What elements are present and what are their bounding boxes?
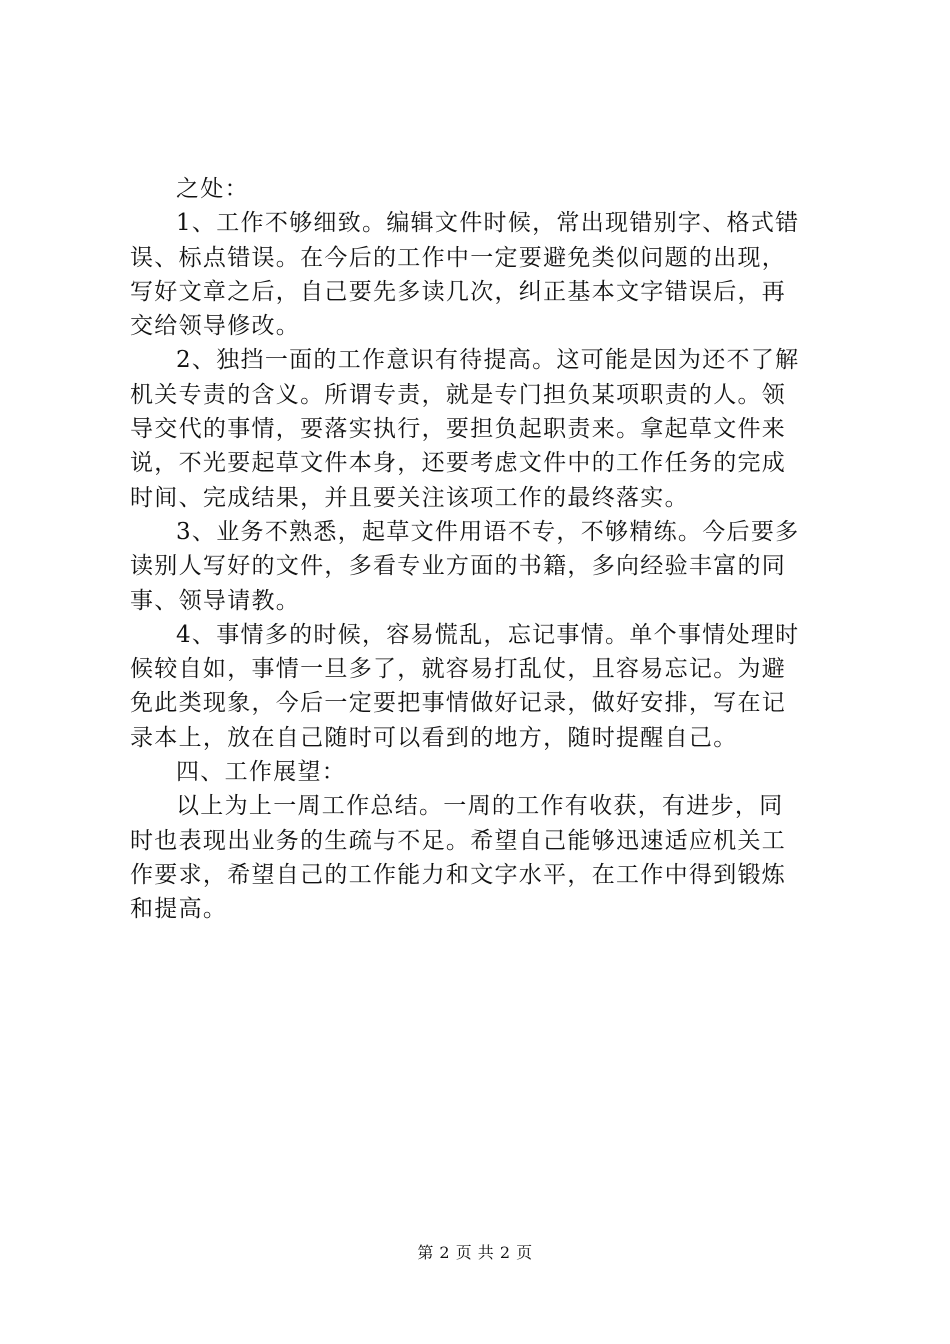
text-line: 和提高。 xyxy=(130,896,228,923)
text-line: 时也表现出业务的生疏与不足。希望自己能够迅速适应机关工 xyxy=(130,827,787,854)
text-line: 说，不光要起草文件本身，还要考虑文件中的工作任务的完成 xyxy=(130,450,787,477)
document-body xyxy=(130,172,834,927)
text-line: 误、标点错误。在今后的工作中一定要避免类似问题的出现， xyxy=(130,244,787,271)
text-line: 之处： xyxy=(176,176,249,202)
text-line: 以上为上一周工作总结。一周的工作有收获，有进步，同 xyxy=(176,793,784,820)
text-line: 1、工作不够细致。编辑文件时候，常出现错别字、格式错 xyxy=(176,210,800,237)
text-line: 候较自如，事情一旦多了，就容易打乱仗，且容易忘记。为避 xyxy=(130,656,787,683)
text-line: 免此类现象，今后一定要把事情做好记录，做好安排，写在记 xyxy=(130,690,787,717)
text-line: 时间、完成结果，并且要关注该项工作的最终落实。 xyxy=(130,484,689,511)
text-line: 2、独挡一面的工作意识有待提高。这可能是因为还不了解 xyxy=(176,347,800,374)
text-line: 录本上，放在自己随时可以看到的地方，随时提醒自己。 xyxy=(130,724,738,751)
text-line: 导交代的事情，要落实执行，要担负起职责来。拿起草文件来 xyxy=(130,416,787,443)
text-line: 事、领导请教。 xyxy=(130,587,301,614)
text-line: 机关专责的含义。所谓专责，就是专门担负某项职责的人。领 xyxy=(130,381,787,408)
page-number-footer: 第 2 页 共 2 页 xyxy=(417,1243,533,1262)
text-line: 交给领导修改。 xyxy=(130,313,301,340)
text-line: 作要求，希望自己的工作能力和文字水平，在工作中得到锻炼 xyxy=(130,861,787,888)
section-heading: 四、工作展望： xyxy=(176,759,347,786)
text-line: 4、事情多的时候，容易慌乱，忘记事情。单个事情处理时 xyxy=(176,621,800,648)
text-line: 写好文章之后，自己要先多读几次，纠正基本文字错误后，再 xyxy=(130,278,787,305)
text-line: 读别人写好的文件，多看专业方面的书籍，多向经验丰富的同 xyxy=(130,553,787,580)
text-line: 3、业务不熟悉，起草文件用语不专，不够精练。今后要多 xyxy=(176,518,800,545)
